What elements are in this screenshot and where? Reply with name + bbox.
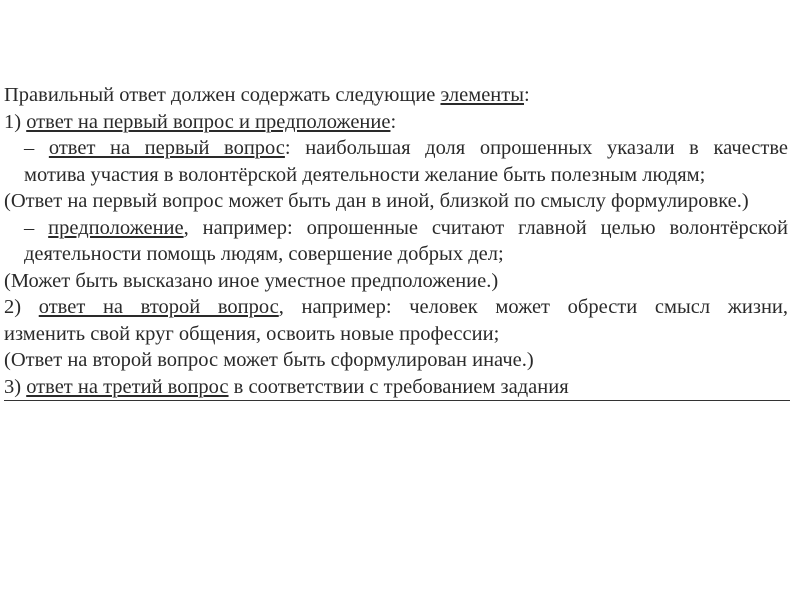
item-2-line-2: изменить свой круг общения, освоить новые профессии;	[4, 322, 500, 345]
item-1-assumption-line-2: деятельности помощь людям, совершение добрых дел;	[24, 243, 504, 265]
item-1-title: ответ на первый вопрос и предположение	[26, 110, 391, 133]
intro-line	[4, 82, 788, 109]
item-3-text: в соответствии с требованием задания	[228, 375, 569, 398]
intro-colon: :	[524, 84, 530, 106]
intro-text: Правильный ответ должен содержать следующие	[4, 84, 441, 106]
item-1-colon: :	[390, 110, 397, 133]
item-1-answer-dash: –	[24, 137, 49, 159]
item-2-text: , например: человек может обрести смысл жизни,	[278, 296, 788, 318]
item-3-label: ответ на третий вопрос	[26, 375, 229, 398]
item-1-answer-line-2: мотива участия в волонтёрской деятельности желание быть полезным людям;	[24, 163, 706, 186]
item-1-number: 1)	[4, 110, 27, 133]
item-2-label: ответ на второй вопрос	[38, 296, 279, 318]
item-1-answer-label: ответ на первый вопрос	[48, 137, 285, 159]
item-1-answer-line-1	[4, 135, 788, 162]
item-2-line-1	[4, 294, 788, 321]
note-1: (Ответ на первый вопрос может быть дан в иной, близкой по смыслу формулировке.)	[4, 190, 749, 212]
item-1-assumption-dash: –	[24, 216, 49, 239]
item-1-assumption-label: предположение	[48, 216, 184, 239]
item-3-line	[4, 374, 790, 402]
item-1-assumption-line-1	[4, 215, 788, 242]
item-3-number: 3)	[4, 375, 27, 398]
item-1-heading	[4, 109, 788, 136]
answer-criteria-document	[4, 82, 788, 401]
item-1-answer-text: : наибольшая доля опрошенных указали в качестве	[284, 137, 788, 159]
note-3: (Ответ на второй вопрос может быть сформулирован иначе.)	[4, 349, 534, 371]
item-2-number: 2)	[4, 296, 39, 318]
intro-underlined: элементы	[440, 84, 525, 106]
note-2: (Может быть высказано иное уместное предположение.)	[4, 269, 499, 292]
item-1-assumption-text: , например: опрошенные считают главной целью волонтёрской	[183, 216, 788, 239]
